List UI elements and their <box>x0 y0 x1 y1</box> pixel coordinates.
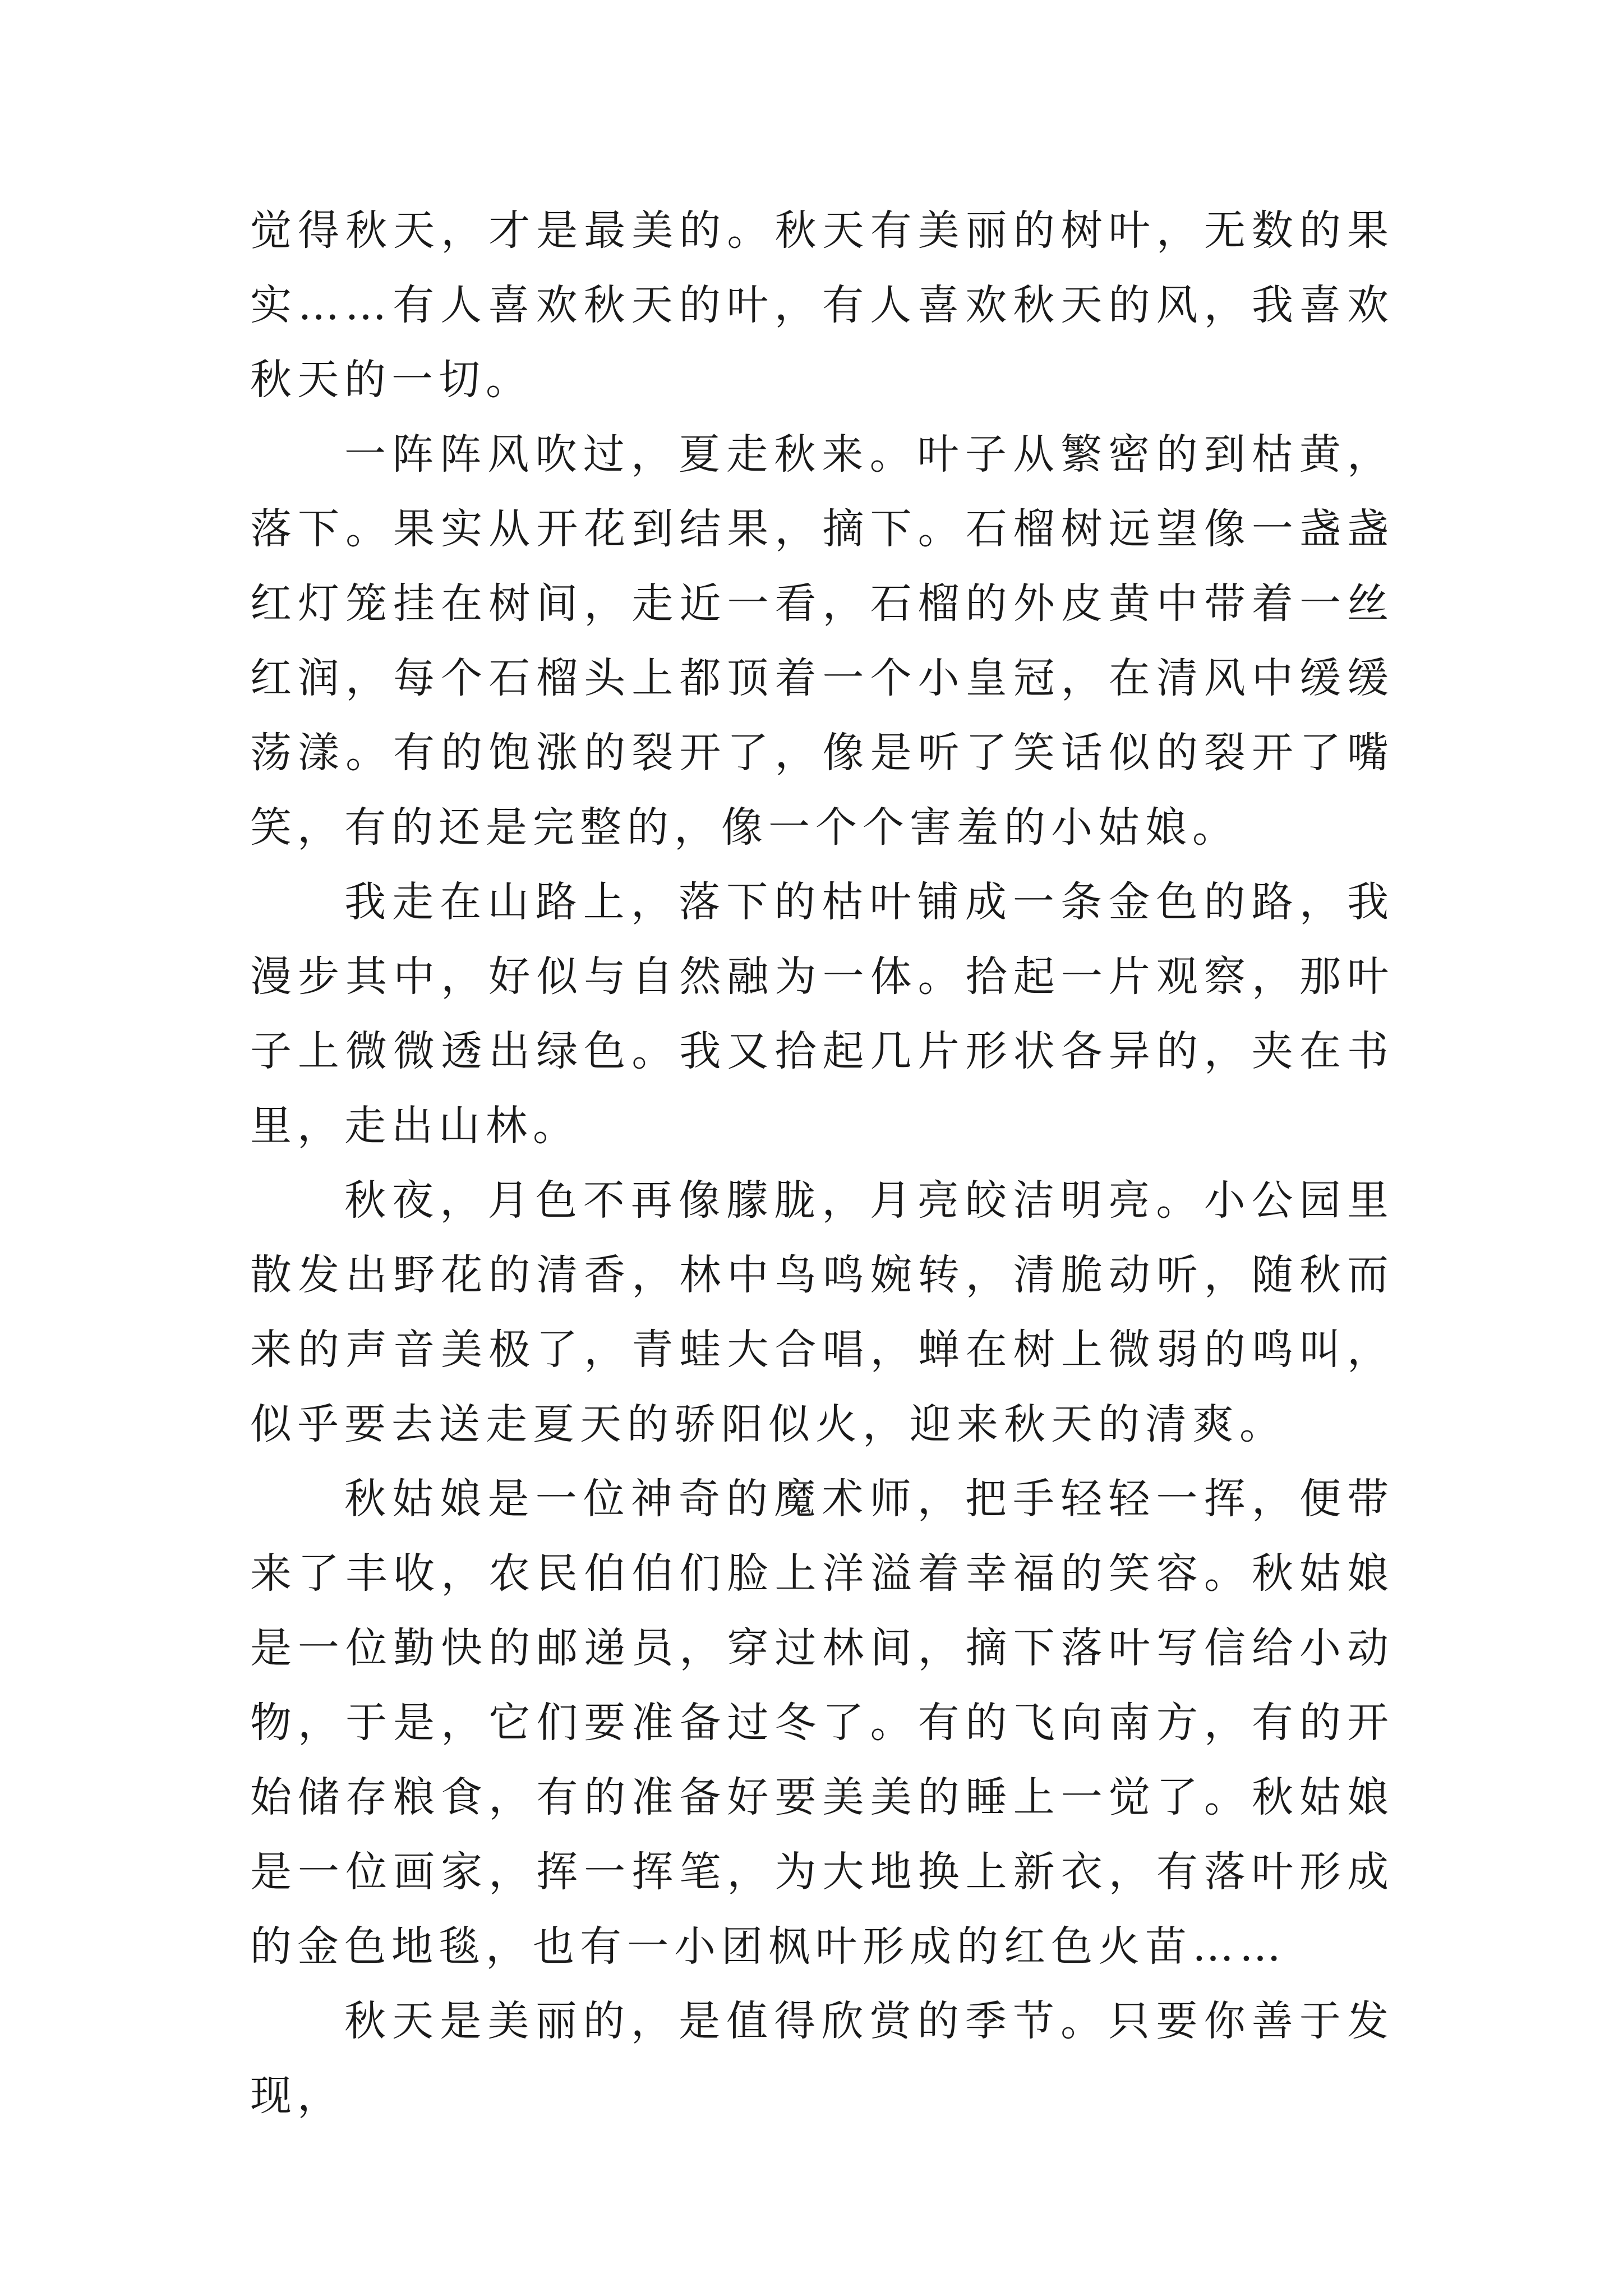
paragraph-1: 觉得秋天，才是最美的。秋天有美丽的树叶，无数的果实……有人喜欢秋天的叶，有人喜欢秋天的风，我喜欢秋天的一切。 <box>250 206 1394 404</box>
paragraph-3: 我走在山路上，落下的枯叶铺成一条金色的路，我漫步其中，好似与自然融为一体。拾起一片观察，那叶子上微微透出绿色。我又拾起几片形状各异的，夹在书里，走出山林。 <box>250 878 1394 1150</box>
paragraph-5: 秋姑娘是一位神奇的魔术师，把手轻轻一挥，便带来了丰收，农民伯伯们脸上洋溢着幸福的笑容。秋姑娘是一位勤快的邮递员，穿过林间，摘下落叶写信给小动物，于是，它们要准备过冬了。有的飞向南方，有的开始储存粮食，有的准备好要美美的睡上一觉了。秋姑娘是一位画家，挥一挥笔，为大地换上新衣，有落叶形成的金色地毯，也有一小团枫叶形成的红色火苗…… <box>250 1475 1394 1971</box>
paragraph-4: 秋夜，月色不再像朦胧，月亮皎洁明亮。小公园里散发出野花的清香，林中鸟鸣婉转，清脆动听，随秋而来的声音美极了，青蛙大合唱，蝉在树上微弱的鸣叫，似乎要去送走夏天的骄阳似火，迎来秋天的清爽。 <box>250 1176 1394 1448</box>
body-text <box>250 194 1394 2133</box>
paragraph-6: 秋天是美丽的，是值得欣赏的季节。只要你善于发现， <box>250 1997 1394 2120</box>
paragraph-2: 一阵阵风吹过，夏走秋来。叶子从繁密的到枯黄，落下。果实从开花到结果，摘下。石榴树远望像一盏盏红灯笼挂在树间，走近一看，石榴的外皮黄中带着一丝红润，每个石榴头上都顶着一个小皇冠，在清风中缓缓荡漾。有的饱涨的裂开了，像是听了笑话似的裂开了嘴笑，有的还是完整的，像一个个害羞的小姑娘。 <box>250 430 1394 852</box>
